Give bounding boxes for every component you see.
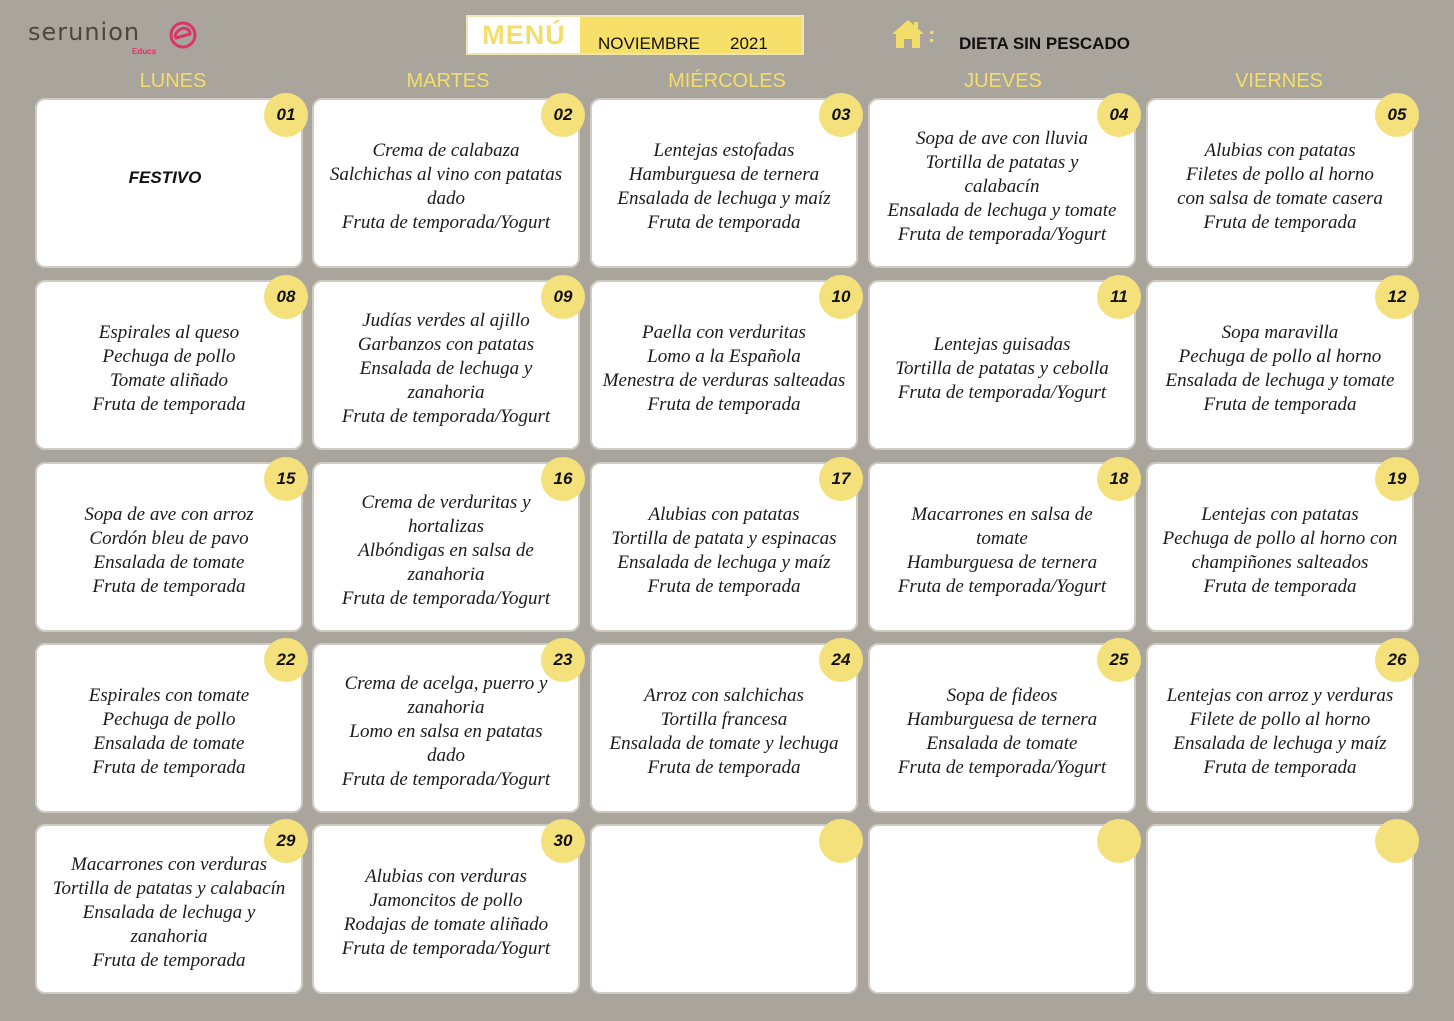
menu-dish: Judías verdes al ajillo [362, 310, 530, 331]
menu-header-box [466, 15, 804, 55]
logo-subtext: Educa [132, 47, 157, 56]
menu-dish: Fruta de temporada [1203, 576, 1357, 597]
menu-dish: Fruta de temporada [1203, 212, 1357, 233]
menu-dish: Garbanzos con patatas [357, 334, 535, 355]
day-cell [312, 280, 580, 450]
menu-dish: Fruta de temporada [1203, 757, 1357, 778]
menu-dish: Fruta de temporada [92, 394, 246, 415]
menu-dish: Pechuga de pollo al horno con [1162, 528, 1398, 549]
menu-dish: Pechuga de pollo al horno [1178, 346, 1382, 367]
menu-dish: Ensalada de lechuga y [359, 358, 533, 379]
day-cell [868, 280, 1136, 450]
menu-dish: Tortilla de patatas y calabacín [52, 878, 286, 899]
day-cell [590, 643, 858, 813]
menu-dish: zanahoria [407, 382, 485, 403]
day-number-badge: 03 [822, 96, 860, 134]
day-number-badge: 18 [1100, 460, 1138, 498]
menu-dish: calabacín [964, 176, 1040, 197]
day-number-badge: 10 [822, 278, 860, 316]
menu-dish: Fruta de temporada/Yogurt [897, 576, 1107, 597]
day-cell [1146, 824, 1414, 994]
menu-dish: Lomo a la Española [647, 346, 801, 367]
day-cell [35, 824, 303, 994]
menu-dish: Ensalada de tomate y lechuga [609, 733, 839, 754]
menu-dish: dado [426, 745, 465, 766]
menu-dish: Albóndigas en salsa de [358, 540, 534, 561]
menu-dish: Fruta de temporada/Yogurt [341, 588, 551, 609]
day-cell [312, 98, 580, 268]
menu-dish: Alubias con patatas [648, 504, 800, 525]
day-number-badge: 11 [1100, 278, 1138, 316]
menu-dish: Macarrones con verduras [71, 854, 267, 875]
festivo-label: FESTIVO [128, 168, 202, 187]
menu-dish: Fruta de temporada [92, 950, 246, 971]
menu-dish: Fruta de temporada [647, 212, 801, 233]
day-cell [590, 462, 858, 632]
menu-dish: Cordón bleu de pavo [89, 528, 249, 549]
day-number-badge: 29 [267, 822, 305, 860]
menu-year: 2021 [730, 34, 768, 53]
menu-label: MENÚ [468, 17, 580, 53]
menu-dish: Ensalada de lechuga y maíz [617, 552, 831, 573]
menu-dish: Lentejas estofadas [653, 140, 795, 161]
day-cell [35, 98, 303, 268]
menu-dish: Lomo en salsa en patatas [349, 721, 543, 742]
day-number-badge: 23 [544, 641, 582, 679]
day-number-badge: 19 [1378, 460, 1416, 498]
menu-dish: Paella con verduritas [642, 322, 806, 343]
day-header: MARTES [406, 70, 490, 92]
serunion-logo [28, 18, 218, 58]
menu-dish: Fruta de temporada [1203, 394, 1357, 415]
menu-dish: Rodajas de tomate aliñado [343, 914, 549, 935]
menu-dish: Fruta de temporada/Yogurt [897, 757, 1107, 778]
day-cell [868, 824, 1136, 994]
menu-dish: Ensalada de lechuga y tomate [887, 200, 1117, 221]
day-cell [1146, 98, 1414, 268]
day-cell [1146, 462, 1414, 632]
menu-dish: Ensalada de tomate [926, 733, 1078, 754]
day-number-badge: 15 [267, 460, 305, 498]
menu-dish: zanahoria [407, 564, 485, 585]
house-icon [890, 18, 926, 50]
day-number-badge: 09 [544, 278, 582, 316]
menu-dish: Ensalada de tomate [93, 552, 245, 573]
day-number-badge: 02 [544, 96, 582, 134]
menu-dish: Fruta de temporada/Yogurt [341, 406, 551, 427]
menu-dish: Lentejas guisadas [933, 334, 1071, 355]
day-number-badge: 22 [267, 641, 305, 679]
menu-dish: Filetes de pollo al horno [1186, 164, 1374, 185]
day-cell [312, 643, 580, 813]
day-number-badge: 30 [544, 822, 582, 860]
menu-dish: Arroz con salchichas [644, 685, 804, 706]
day-number-badge: 16 [544, 460, 582, 498]
menu-dish: Alubias con patatas [1204, 140, 1356, 161]
menu-dish: Salchichas al vino con patatas [329, 164, 563, 185]
day-cell [1146, 280, 1414, 450]
menu-dish: Hamburguesa de ternera [906, 709, 1098, 730]
day-number-badge: 24 [822, 641, 860, 679]
menu-dish: Macarrones en salsa de [911, 504, 1093, 525]
day-number-badge: 26 [1378, 641, 1416, 679]
menu-dish: Fruta de temporada/Yogurt [897, 382, 1107, 403]
day-number-badge: 17 [822, 460, 860, 498]
day-number-badge: 01 [267, 96, 305, 134]
menu-dish: Ensalada de tomate [93, 733, 245, 754]
day-cell [35, 280, 303, 450]
day-header: VIERNES [1235, 70, 1323, 92]
menu-dish: Crema de calabaza [372, 140, 520, 161]
menu-dish: Ensalada de lechuga y [82, 902, 256, 923]
menu-dish: Tortilla de patatas y [925, 152, 1079, 173]
menu-dish: Crema de verduritas y [361, 492, 531, 513]
menu-dish: tomate [976, 528, 1028, 549]
menu-dish: Sopa de ave con lluvia [915, 128, 1088, 149]
day-cell [35, 462, 303, 632]
menu-dish: Sopa de fideos [946, 685, 1058, 706]
menu-dish: Lentejas con arroz y verduras [1166, 685, 1394, 706]
menu-dish: zanahoria [130, 926, 208, 947]
menu-dish: hortalizas [407, 516, 484, 537]
day-number-badge: 08 [267, 278, 305, 316]
menu-dish: Ensalada de lechuga y maíz [1173, 733, 1387, 754]
day-header: LUNES [139, 70, 207, 92]
menu-dish: Filete de pollo al horno [1189, 709, 1371, 730]
day-cell [868, 98, 1136, 268]
day-header: MIÉRCOLES [668, 70, 786, 92]
logo-e-icon [168, 20, 198, 50]
menu-dish: Alubias con verduras [365, 866, 527, 887]
day-header: JUEVES [964, 70, 1042, 92]
menu-dish: Hamburguesa de ternera [906, 552, 1098, 573]
day-number-badge: 25 [1100, 641, 1138, 679]
menu-dish: zanahoria [407, 697, 485, 718]
day-cell [590, 824, 858, 994]
menu-dish: Jamoncitos de pollo [369, 890, 523, 911]
menu-dish: dado [426, 188, 465, 209]
menu-dish: Fruta de temporada/Yogurt [341, 212, 551, 233]
menu-dish: Tortilla de patata y espinacas [611, 528, 837, 549]
logo-text: serunion [28, 18, 141, 46]
menu-dish: Lentejas con patatas [1201, 504, 1359, 525]
menu-dish: Fruta de temporada [647, 576, 801, 597]
day-cell [1146, 643, 1414, 813]
menu-dish: Sopa de ave con arroz [84, 504, 254, 525]
menu-dish: con salsa de tomate casera [1177, 188, 1383, 209]
diet-label: DIETA SIN PESCADO [959, 34, 1130, 53]
menu-dish: Ensalada de lechuga y maíz [617, 188, 831, 209]
day-cell [868, 643, 1136, 813]
day-cell [312, 824, 580, 994]
menu-dish: Tortilla francesa [660, 709, 788, 730]
menu-dish: Fruta de temporada/Yogurt [341, 938, 551, 959]
day-number-badge: 04 [1100, 96, 1138, 134]
menu-dish: Fruta de temporada/Yogurt [897, 224, 1107, 245]
day-number-badge: 05 [1378, 96, 1416, 134]
menu-dish: Fruta de temporada [92, 757, 246, 778]
day-cell [35, 643, 303, 813]
menu-dish: Ensalada de lechuga y tomate [1165, 370, 1395, 391]
day-number-badge: 12 [1378, 278, 1416, 316]
day-cell [590, 280, 858, 450]
menu-dish: Tortilla de patatas y cebolla [895, 358, 1109, 379]
menu-dish: Hamburguesa de ternera [628, 164, 820, 185]
menu-dish: Fruta de temporada [647, 757, 801, 778]
menu-dish: Fruta de temporada/Yogurt [341, 769, 551, 790]
day-cell [312, 462, 580, 632]
menu-dish: champiñones salteados [1191, 552, 1369, 573]
menu-dish: Tomate aliñado [109, 370, 229, 391]
house-colon: : [928, 22, 936, 47]
menu-dish: Espirales al queso [98, 322, 240, 343]
menu-dish: Pechuga de pollo [102, 346, 236, 367]
menu-dish: Menestra de verduras salteadas [602, 370, 846, 391]
menu-dish: Pechuga de pollo [102, 709, 236, 730]
menu-month: NOVIEMBRE [598, 34, 701, 53]
day-cell [868, 462, 1136, 632]
menu-dish: Espirales con tomate [88, 685, 250, 706]
day-cell [590, 98, 858, 268]
menu-dish: Fruta de temporada [92, 576, 246, 597]
menu-dish: Crema de acelga, puerro y [344, 673, 548, 694]
menu-dish: Fruta de temporada [647, 394, 801, 415]
menu-dish: Sopa maravilla [1221, 322, 1339, 343]
